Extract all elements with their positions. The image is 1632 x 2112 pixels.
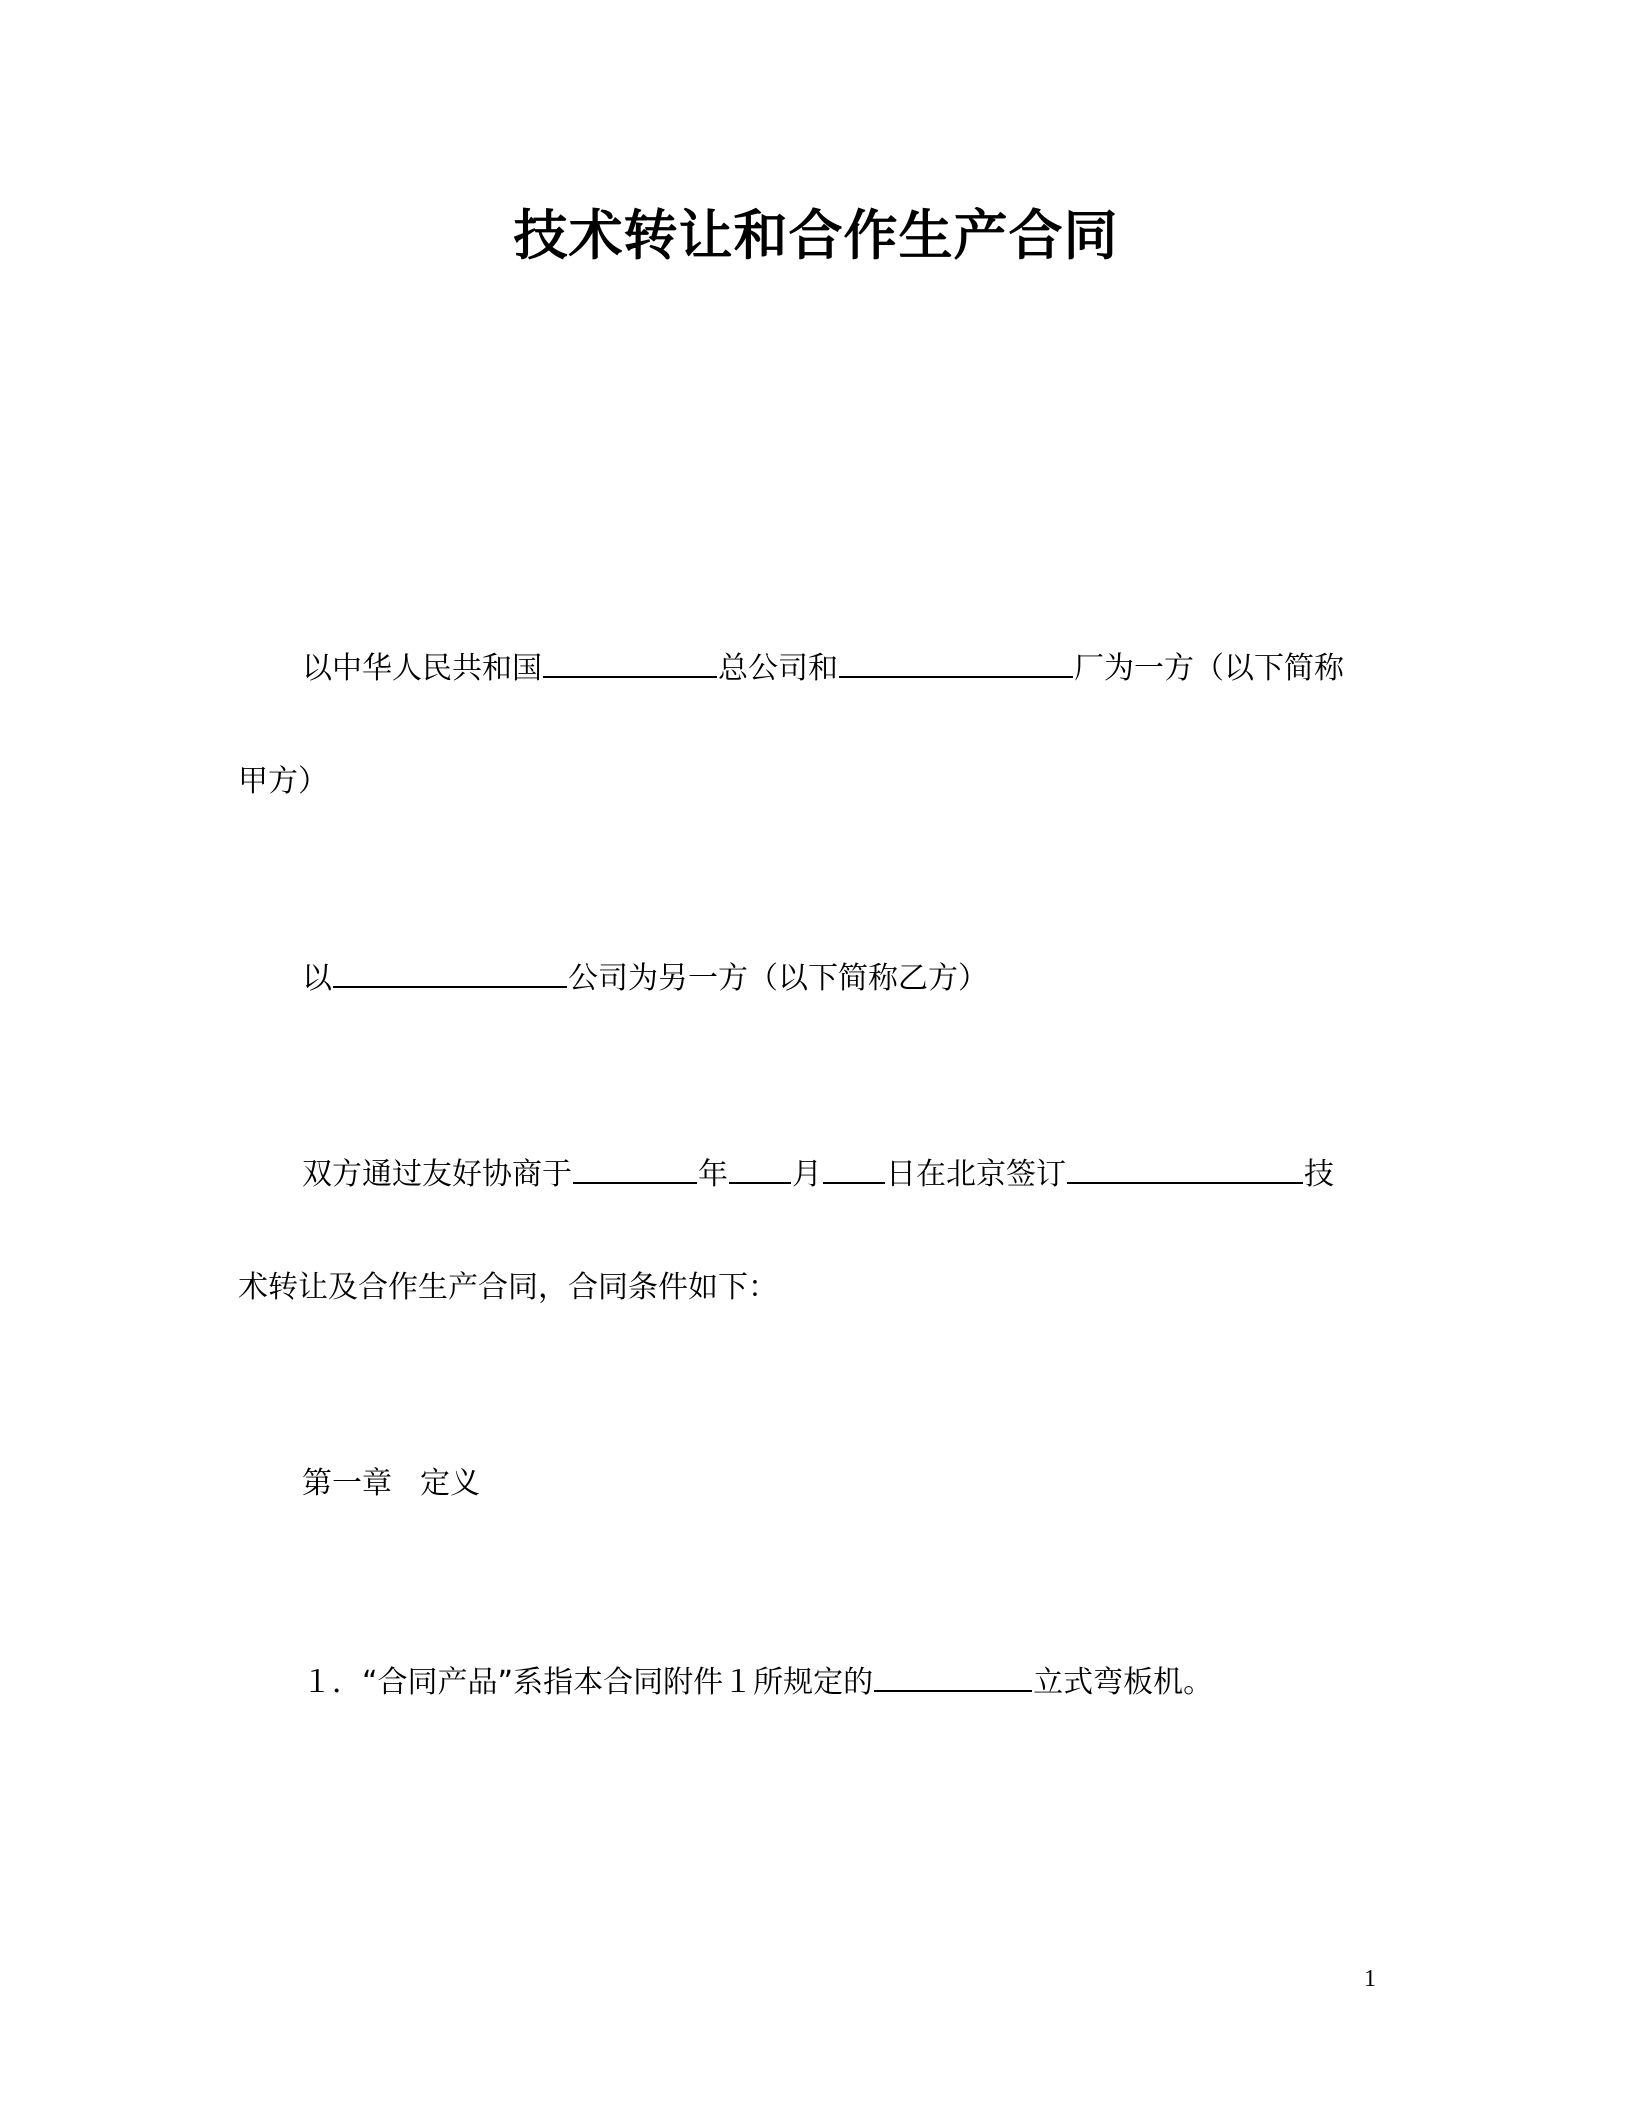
signing-text-1: 双方通过友好协商于 <box>302 1157 572 1192</box>
party-b-text-1: 以 <box>302 961 332 996</box>
signing-text-2: 日在北京签订 <box>886 1157 1066 1192</box>
party-a-text-4: 甲方） <box>238 764 328 799</box>
clause-1-text-1: １．“合同产品”系指本合同附件１所规定的 <box>302 1665 874 1700</box>
signing-contract-blank <box>1067 1152 1303 1184</box>
signing-month-blank <box>729 1152 791 1184</box>
party-a-text-3: 厂为一方（以下简称 <box>1074 651 1344 686</box>
signing-line-2 <box>238 1266 778 1310</box>
page-number: 1 <box>1364 1966 1376 1992</box>
signing-day-blank <box>823 1152 885 1184</box>
document-title: 技术转让和合作生产合同 <box>513 204 1119 267</box>
signing-month-label: 月 <box>792 1157 822 1192</box>
party-a-line-1 <box>302 646 1344 691</box>
party-b-line <box>302 956 988 1001</box>
signing-text-4: 术转让及合作生产合同，合同条件如下： <box>238 1270 778 1305</box>
chapter-heading <box>302 1462 480 1506</box>
party-a-factory-blank <box>839 646 1073 678</box>
chapter-name: 定义 <box>420 1466 480 1501</box>
chapter-number: 第一章 <box>302 1466 392 1501</box>
party-a-company-blank <box>543 646 717 678</box>
clause-1-text-2: 立式弯板机。 <box>1033 1665 1214 1700</box>
party-b-company-blank <box>333 956 567 988</box>
clause-1-model-blank <box>874 1660 1032 1692</box>
signing-year-label: 年 <box>698 1157 728 1192</box>
party-a-line-2 <box>238 760 328 804</box>
party-a-text-1: 以中华人民共和国 <box>302 651 542 686</box>
signing-year-blank <box>573 1152 697 1184</box>
party-a-text-2: 总公司和 <box>718 651 838 686</box>
signing-line-1 <box>302 1152 1334 1197</box>
signing-text-3: 技 <box>1304 1157 1334 1192</box>
party-b-text-2: 公司为另一方（以下简称乙方） <box>568 961 988 996</box>
clause-1 <box>302 1660 1213 1705</box>
